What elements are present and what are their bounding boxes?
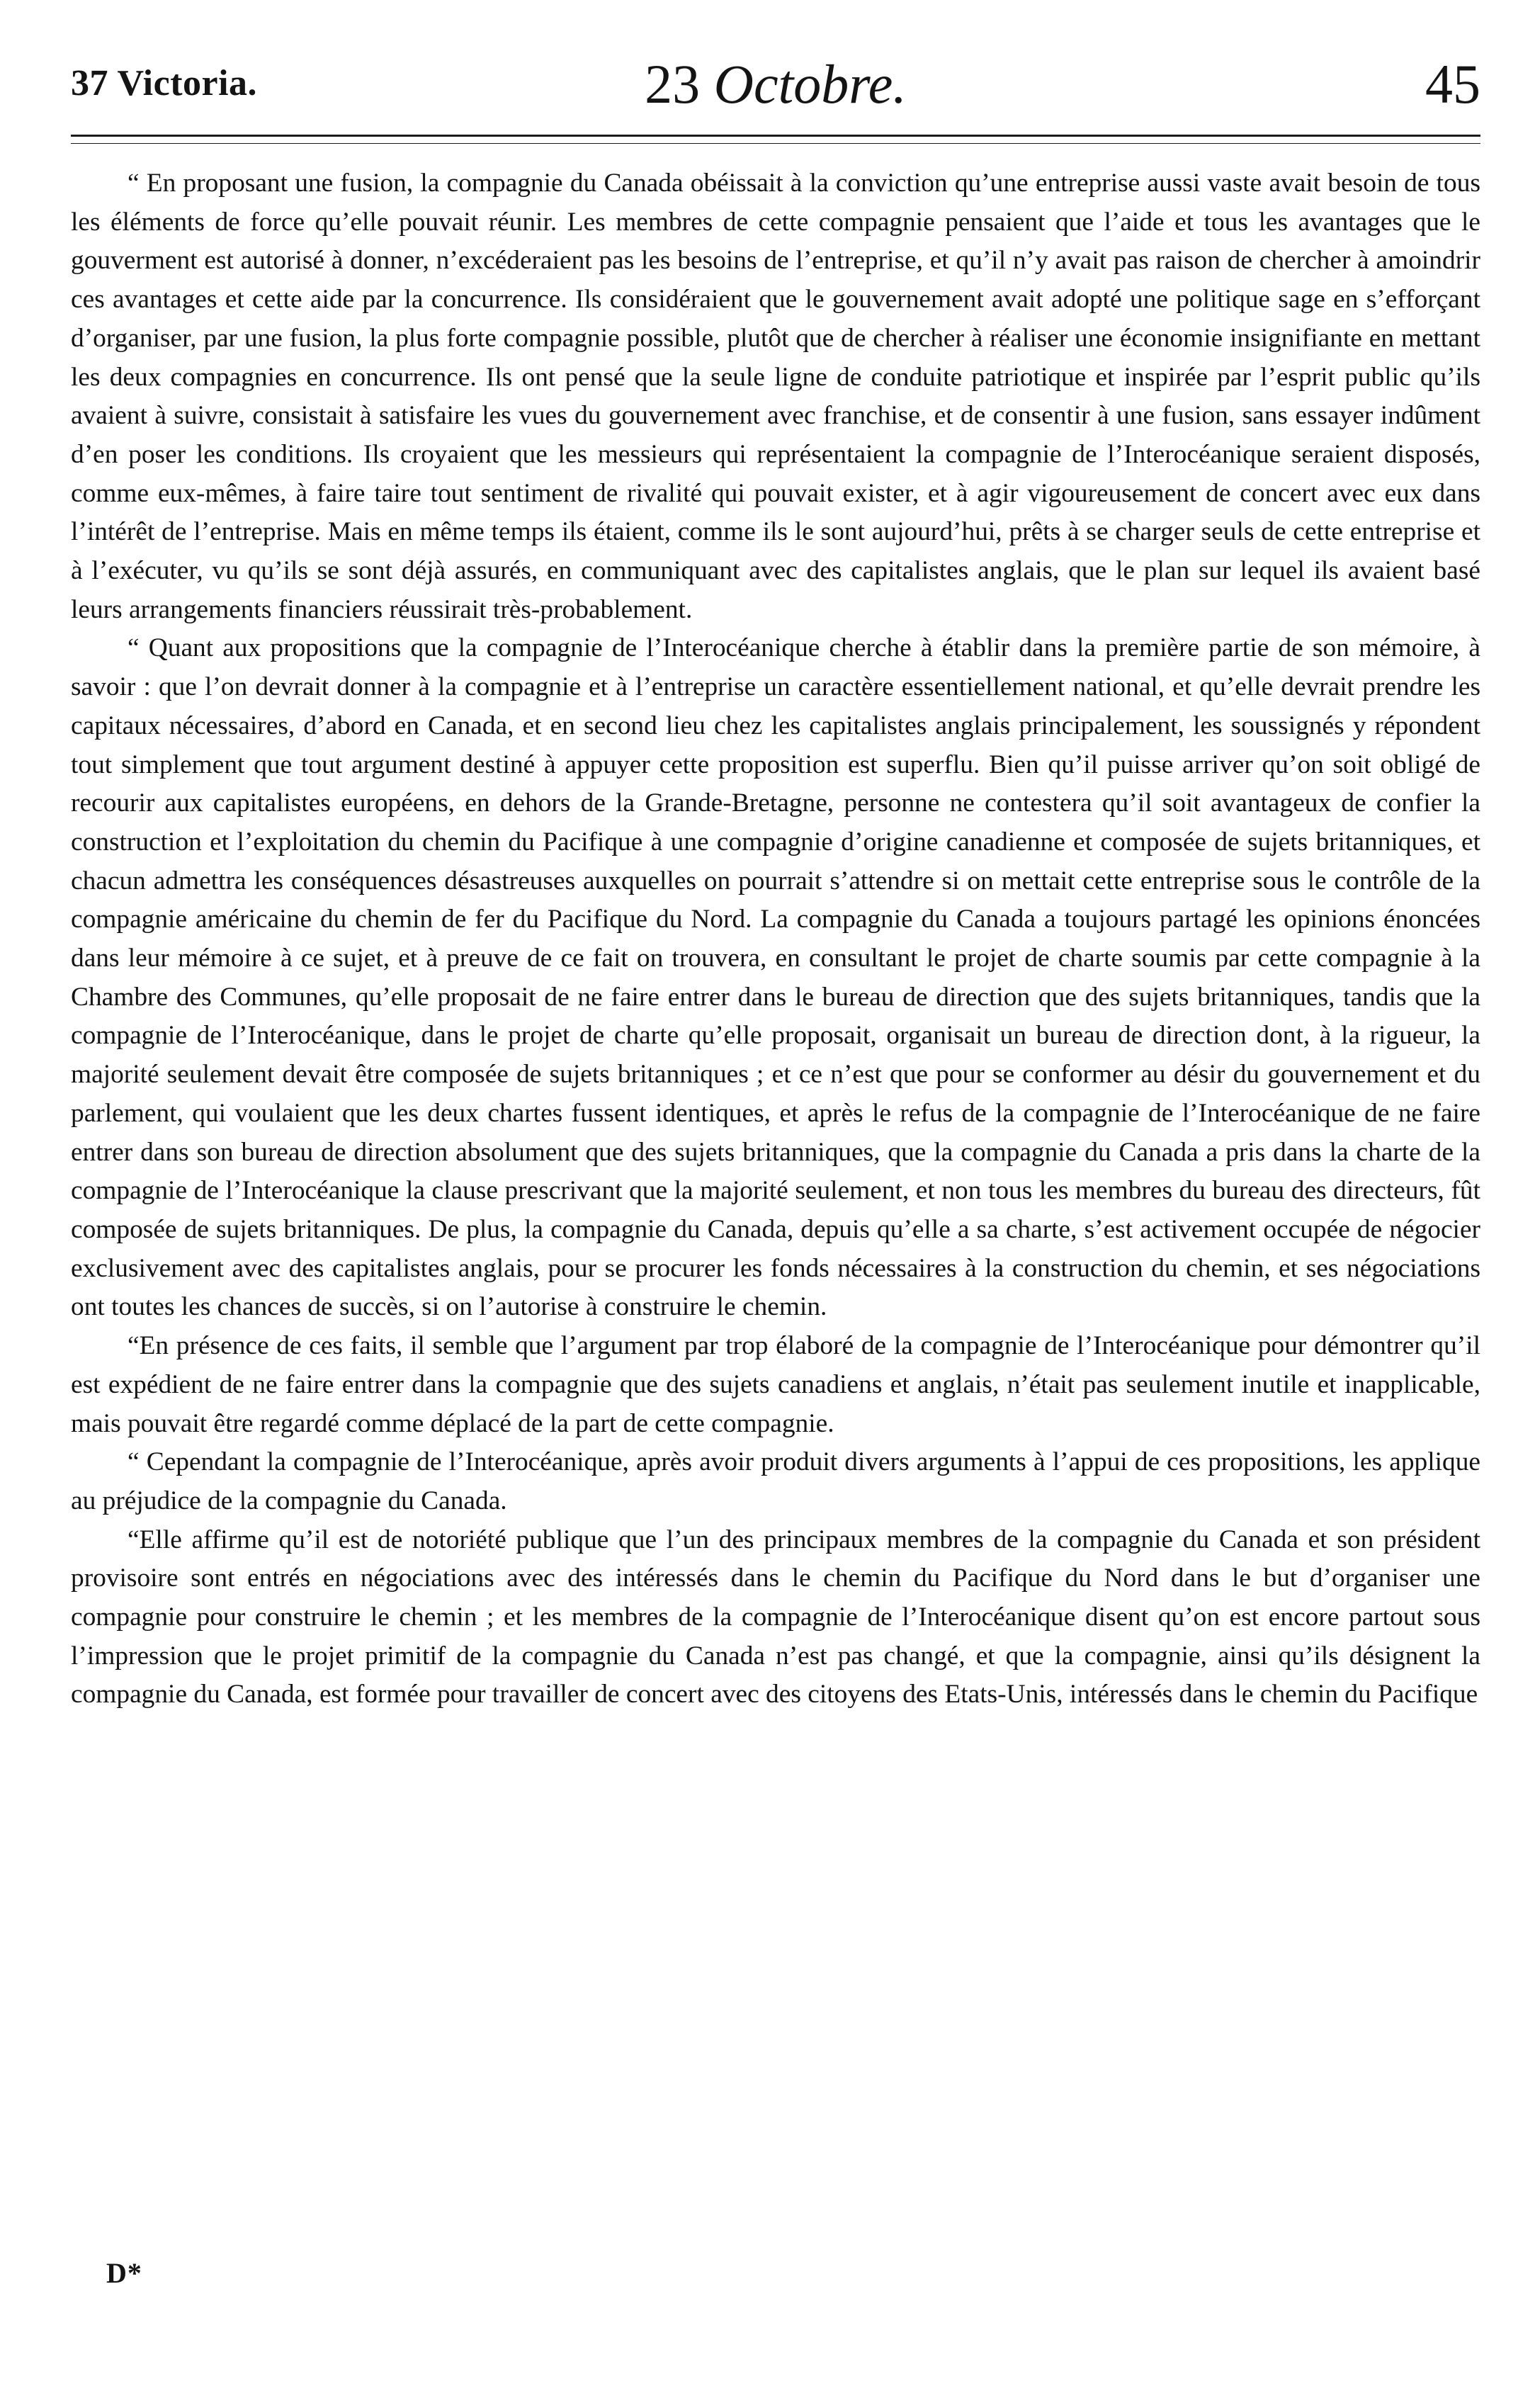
paragraph-3: “En présence de ces faits, il semble que l’argument par trop élaboré de la compagnie de l’Interocéanique pour démontrer qu’il est expédient de ne faire entrer dans la compagnie que des sujets canadiens et anglais, n’était pas seulement inutile et inapplicable, mais pouvait être regardé comme déplacé de la part de cette compagnie. bbox=[71, 1331, 1480, 1438]
session-label: 37 Victoria. bbox=[71, 63, 258, 103]
header-double-rule bbox=[71, 135, 1480, 144]
date-day: 23 bbox=[645, 53, 701, 115]
date-month: Octobre. bbox=[713, 53, 907, 115]
body-text bbox=[71, 164, 1480, 1714]
paragraph-1: “ En proposant une fusion, la compagnie du Canada obéissait à la conviction qu’une entreprise aussi vaste avait besoin de tous les éléments de force qu’elle pouvait réunir. Les membres de cette compagnie pensaient que l’aide et tous les avantages que le gouverment est autorisé à donner, n’excéderaient pas les besoins de l’entreprise, et qu’il n’y avait pas raison de chercher à amoindrir ces avantages et cette aide par la concurrence. Ils considéraient que le gouvernement avait adopté une politique sage en s’efforçant d’organiser, par une fusion, la plus forte compagnie possible, plutôt que de chercher à réaliser une économie insignifiante en mettant les deux compagnies en concurrence. Ils ont pensé que la seule ligne de conduite patriotique et inspirée par l’esprit public qu’ils avaient à suivre, consistait à satisfaire les vues du gouvernement avec franchise, et de consentir à une fusion, sans essayer indûment d’en poser les conditions. Ils croyaient que les messieurs qui représentaient la compagnie de l’Interocéanique seraient disposés, comme eux-mêmes, à faire taire tout sentiment de rivalité qui pouvait exister, et à agir vigoureusement de concert avec eux dans l’intérêt de l’entreprise. Mais en même temps ils étaient, comme ils le sont aujourd’hui, prêts à se charger seuls de cette entreprise et à l’exécuter, vu qu’ils se sont déjà assurés, en communiquant avec des capitalistes anglais, que le plan sur lequel ils avaient basé leurs arrangements financiers réussirait très-probablement. bbox=[71, 169, 1480, 624]
paragraph-2: “ Quant aux propositions que la compagnie de l’Interocéanique cherche à établir dans la première partie de son mémoire, à savoir : que l’on devrait donner à la compagnie et à l’entreprise un caractère essentiellement national, et qu’elle devrait prendre les capitaux nécessaires, d’abord en Canada, et en second lieu chez les capitalistes anglais principalement, les soussignés y répondent tout simplement que tout argument destiné à appuyer cette proposition est superflu. Bien qu’il puisse arriver qu’on soit obligé de recourir aux capitalistes européens, en dehors de la Grande-Bretagne, personne ne contestera qu’il soit avantageux de confier la construction et l’exploitation du chemin du Pacifique à une compagnie d’origine canadienne et composée de sujets britanniques, et chacun admettra les conséquences désastreuses auxquelles on pourrait s’attendre si on mettait cette entreprise sous le contrôle de la compagnie américaine du chemin de fer du Pacifique du Nord. La compagnie du Canada a toujours partagé les opinions énoncées dans leur mémoire à ce sujet, et à preuve de ce fait on trouvera, en consultant le projet de charte soumis par cette compagnie à la Chambre des Communes, qu’elle proposait de ne faire entrer dans le bureau de direction que des sujets britanniques, tandis que la compagnie de l’Interocéanique, dans le projet de charte qu’elle proposait, organisait un bureau de direction dont, à la rigueur, la majorité seulement devait être composée de sujets britanniques ; et ce n’est que pour se conformer au désir du gouvernement et du parlement, qui voulaient que les deux chartes fussent identiques, et après le refus de la compagnie de l’Interocéanique de ne faire entrer dans son bureau de direction absolument que des sujets britanniques, que la compagnie du Canada a pris dans la charte de la compagnie de l’Interocéanique la clause prescrivant que la majorité seulement, et non tous les membres du bureau des directeurs, fût composée de sujets britanniques. De plus, la compagnie du Canada, depuis qu’elle a sa charte, s’est activement occupée de négocier exclusivement avec des capitalistes anglais, pour se procurer les fonds nécessaires à la construction du chemin, et ses négociations ont toutes les chances de succès, si on l’autorise à construire le chemin. bbox=[71, 633, 1480, 1322]
page-number: 45 bbox=[1425, 53, 1480, 115]
paragraph-4: “ Cependant la compagnie de l’Interocéanique, après avoir produit divers arguments à l’appui de ces propositions, les applique au préjudice de la compagnie du Canada. bbox=[71, 1447, 1480, 1515]
running-header bbox=[71, 43, 1480, 128]
date-heading bbox=[71, 52, 1480, 116]
document-page bbox=[71, 43, 1480, 2380]
paragraph-5: “Elle affirme qu’il est de notoriété publique que l’un des principaux membres de la compagnie du Canada et son président provisoire sont entrés en négociations avec des intéressés dans le chemin du Pacifique du Nord dans le but d’organiser une compagnie pour construire le chemin ; et les membres de la compagnie de l’Interocéanique disent qu’on est encore partout sous l’impression que le projet primitif de la compagnie du Canada n’est pas changé, et que la compagnie, ainsi qu’ils désignent la compagnie du Canada, est formée pour travailler de concert avec des citoyens des Etats-Unis, intéressés dans le chemin du Pacifique bbox=[71, 1525, 1480, 1709]
signature-mark: D* bbox=[106, 2257, 142, 2289]
